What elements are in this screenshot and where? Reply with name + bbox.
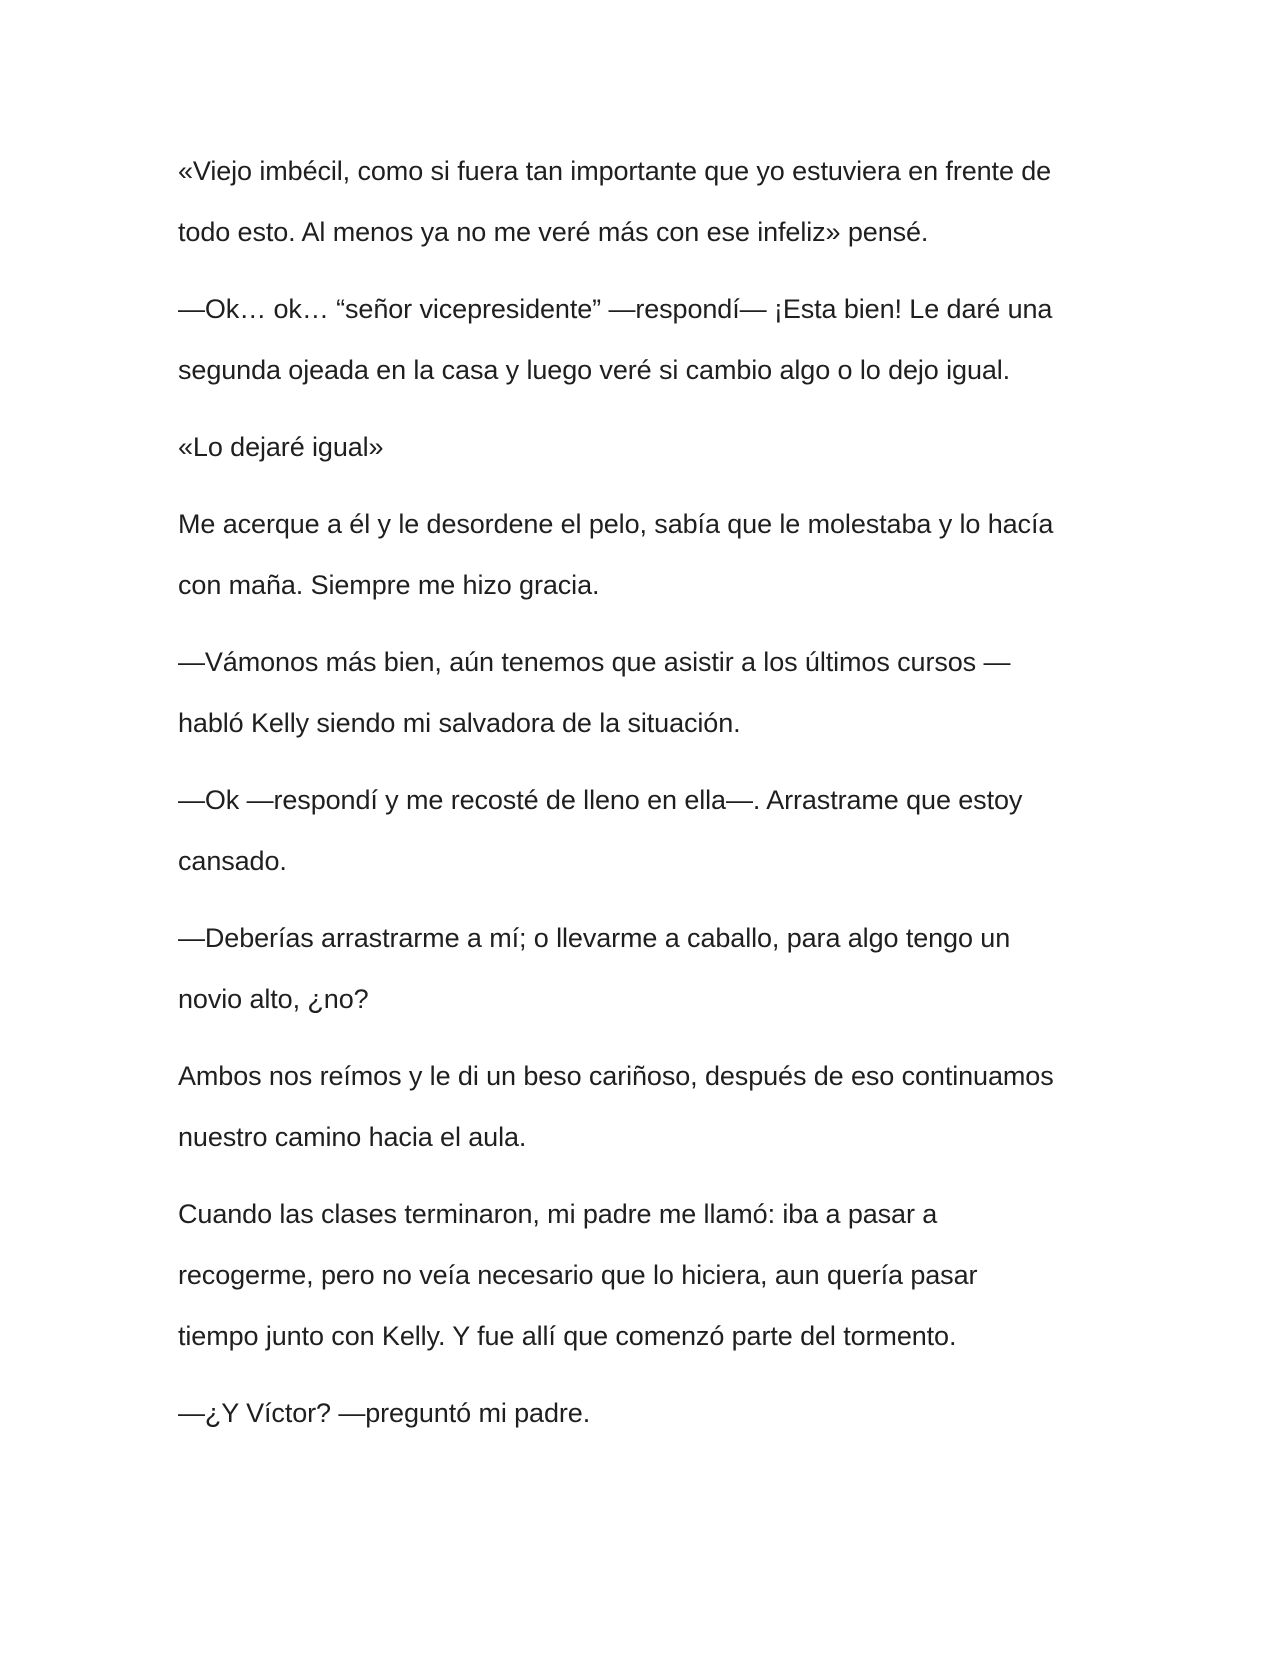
text-line: segunda ojeada en la casa y luego veré si cambio algo o lo dejo igual. [178, 355, 1011, 385]
text-line: —Vámonos más bien, aún tenemos que asistir a los últimos cursos — [178, 647, 1011, 677]
paragraph [178, 632, 1123, 754]
paragraph [178, 417, 1123, 478]
text-line: «Viejo imbécil, como si fuera tan importante que yo estuviera en frente de [178, 156, 1052, 186]
text-line: con maña. Siempre me hizo gracia. [178, 570, 600, 600]
text-line: —¿Y Víctor? —preguntó mi padre. [178, 1398, 591, 1428]
text-line: —Ok… ok… “señor vicepresidente” —respondí— ¡Esta bien! Le daré una [178, 294, 1053, 324]
text-line: tiempo junto con Kelly. Y fue allí que comenzó parte del tormento. [178, 1321, 957, 1351]
paragraph [178, 141, 1123, 263]
paragraph [178, 279, 1123, 401]
paragraph [178, 908, 1123, 1030]
text-line: novio alto, ¿no? [178, 984, 369, 1014]
paragraph [178, 770, 1123, 892]
text-line: recogerme, pero no veía necesario que lo hiciera, aun quería pasar [178, 1260, 978, 1290]
text-line: todo esto. Al menos ya no me veré más con ese infeliz» pensé. [178, 217, 929, 247]
text-line: Cuando las clases terminaron, mi padre me llamó: iba a pasar a [178, 1199, 938, 1229]
text-line: cansado. [178, 846, 287, 876]
text-line: —Ok —respondí y me recosté de lleno en ella—. Arrastrame que estoy [178, 785, 1023, 815]
text-line: habló Kelly siendo mi salvadora de la situación. [178, 708, 741, 738]
text-line: nuestro camino hacia el aula. [178, 1122, 527, 1152]
text-line: Me acerque a él y le desordene el pelo, sabía que le molestaba y lo hacía [178, 509, 1054, 539]
paragraph [178, 1383, 1123, 1444]
paragraph [178, 494, 1123, 616]
paragraph [178, 1046, 1123, 1168]
text-line: —Deberías arrastrarme a mí; o llevarme a caballo, para algo tengo un [178, 923, 1011, 953]
text-line: Ambos nos reímos y le di un beso cariñoso, después de eso continuamos [178, 1061, 1054, 1091]
document-body [178, 141, 1123, 1460]
paragraph [178, 1184, 1123, 1367]
text-line: «Lo dejaré igual» [178, 432, 384, 462]
